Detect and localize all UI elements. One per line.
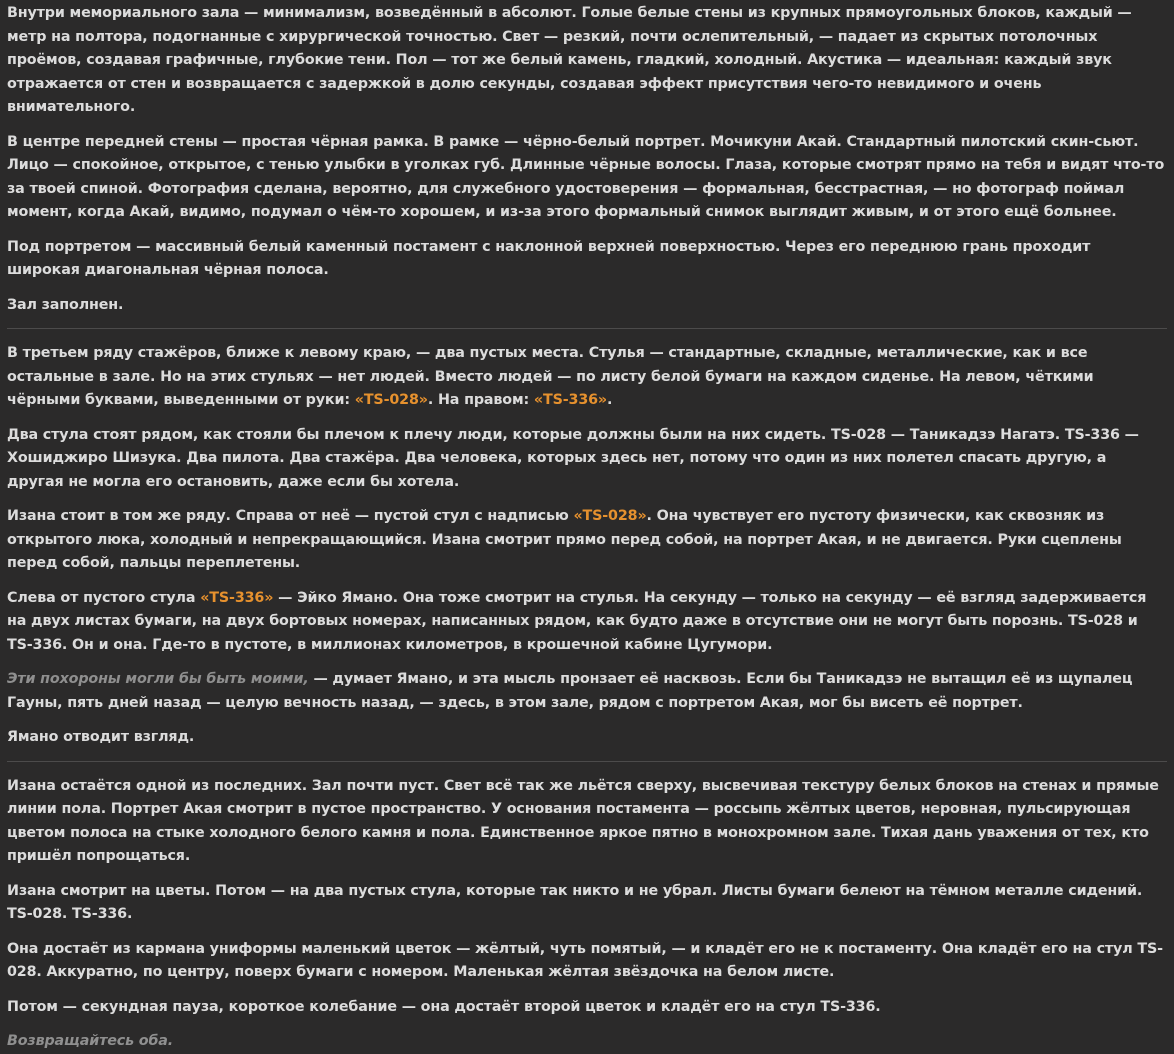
paragraph-portrait: В центре передней стены — простая чёрная рамка. В рамке — чёрно-белый портрет. Мочикуни Акай. Стандартный пилотский скин-сьют. Лицо — спокойное, открытое, с тенью улыбки в уголках губ. Длинные чёрные волосы. Глаза, которые смотрят прямо на тебя и видят что-то за твоей спиной. Фотография сделана, вероятно, для служебного удостоверения — формальная, бесстрастная, — но фотограф поймал момент, когда Акай, видимо, подумал о чём-то хорошем, и из-за этого формальный снимок выглядит живым, и от этого ещё больнее. <box>7 133 1165 220</box>
tag-ts-028: «TS-028» <box>573 508 647 524</box>
section-divider <box>7 761 1167 762</box>
paragraph-hall-full: Зал заполнен. <box>7 296 124 313</box>
paragraph-thought: Эти похороны могли бы быть моими, — думает Ямано, и эта мысль пронзает её насквозь. Если бы Таникадзэ не вытащил её из щупалец Гауны, пять дней назад — целую вечность назад, — здесь, в этом зале, рядом с портретом Акая, мог бы висеть её портрет. <box>7 671 1133 711</box>
paragraph-hall: Внутри мемориального зала — минимализм, возведённый в абсолют. Голые белые стены из крупных прямоугольных блоков, каждый — метр на полтора, подогнанные с хирургической точностью. Свет — резкий, почти ослепительный, — падает из скрытых потолочных проёмов, создавая графичные, глубокие тени. Пол — тот же белый камень, гладкий, холодный. Акустика — идеальная: каждый звук отражается от стен и возвращается с задержкой в долю секунды, создавая эффект присутствия чего-то невидимого и очень внимательного. <box>7 5 1132 115</box>
tag-ts-028: «TS-028» <box>354 392 428 408</box>
paragraph-last: Изана остаётся одной из последних. Зал почти пуст. Свет всё так же льётся сверху, высвечивая текстуру белых блоков на стенах и прямые линии пола. Портрет Акая смотрит в пустое пространство. У основания постамента — россыпь жёлтых цветов, неровная, пульсирующая цветом полоса на стыке холодного белого камня и пола. Единственное яркое пятно в монохромном зале. Тихая дань уважения от тех, кто пришёл попрощаться. <box>7 777 1159 864</box>
paragraph-look-away: Ямано отводит взгляд. <box>7 729 195 745</box>
paragraph-flowers: Изана смотрит на цветы. Потом — на два пустых стула, которые так никто и не убрал. Листы бумаги белеют на тёмном металле сидений. TS-028. TS-336. <box>7 882 1143 922</box>
inner-thought: Эти похороны могли бы быть моими, <box>7 671 309 687</box>
paragraph-closing-thought: Возвращайтесь оба. <box>7 1033 174 1049</box>
tag-ts-336: «TS-336» <box>200 589 274 606</box>
section-divider <box>7 328 1167 329</box>
tag-ts-336: «TS-336» <box>533 392 608 408</box>
paragraph-first-flower: Она достаёт из кармана униформы маленький цветок — жёлтый, чуть помятый, — и кладёт его не к постаменту. Она кладёт его на стул TS-028. Аккуратно, по центру, поверх бумаги с номером. Маленькая жёлтая звёздочка на белом листе. <box>7 940 1163 980</box>
paragraph-two-chairs: Два стула стоят рядом, как стояли бы плечом к плечу люди, которые должны были на них сидеть. TS-028 — Таникадзэ Нагатэ. TS-336 — Хошиджиро Шизука. Два пилота. Два стажёра. Два человека, которых здесь нет, потому что один из них полетел спасать другую, а другая не могла его остановить, даже если бы хотела. <box>7 426 1139 490</box>
paragraph-empty-seats: В третьем ряду стажёров, ближе к левому краю, — два пустых места. Стулья — стандартные, складные, металлические, как и все остальные в зале. Но на этих стульях — нет людей. Вместо людей — по листу белой бумаги на каждом сиденье. На левом, чёткими чёрными буквами, выведенными от руки: «TS-028». На правом: «TS-336». <box>7 345 1094 408</box>
paragraph-pedestal: Под портретом — массивный белый каменный постамент с наклонной верхней поверхностью. Через его переднюю грань проходит широкая диагональная чёрная полоса. <box>7 238 1091 278</box>
paragraph-izana: Изана стоит в том же ряду. Справа от неё — пустой стул с надписью «TS-028». Она чувствует его пустоту физически, как сквозняк из открытого люка, холодный и непрекращающийся. Изана смотрит прямо перед собой, на портрет Акая, и не двигается. Руки сцеплены перед собой, пальцы переплетены. <box>7 508 1122 571</box>
paragraph-second-flower: Потом — секундная пауза, короткое колебание — она достаёт второй цветок и кладёт его на стул TS-336. <box>7 998 881 1015</box>
paragraph-yamano: Слева от пустого стула «TS-336» — Эйко Ямано. Она тоже смотрит на стулья. На секунду — только на секунду — её взгляд задерживается на двух листах бумаги, на двух бортовых номерах, написанных рядом, как будто даже в отсутствие они не могут быть порознь. TS-028 и TS-336. Он и она. Где-то в пустоте, в миллионах километров, в крошечной кабине Цугумори. <box>7 589 1147 653</box>
